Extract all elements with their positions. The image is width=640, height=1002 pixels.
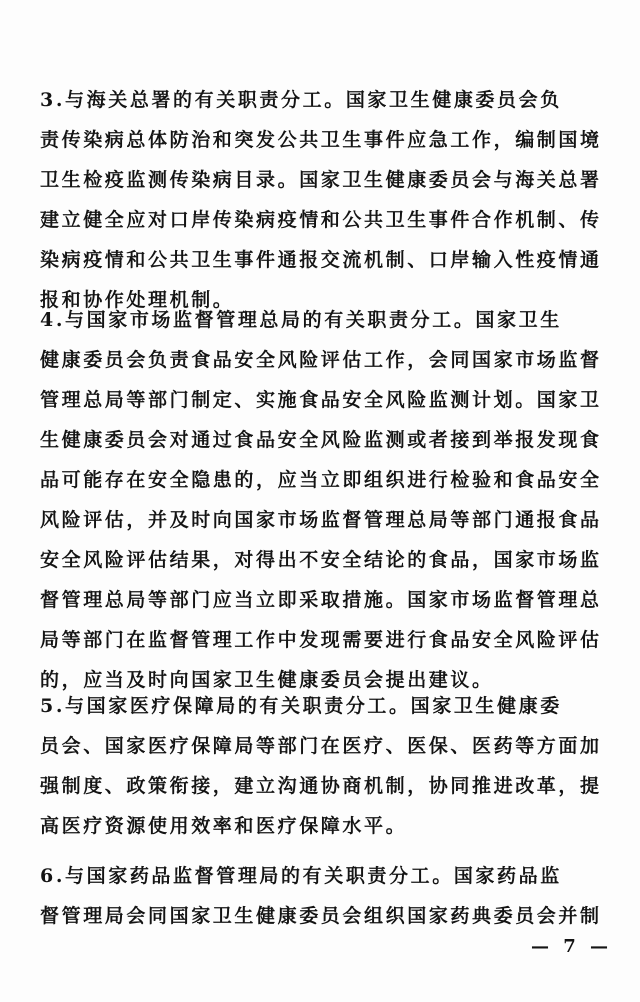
text-line: 卫生检疫监测传染病目录。国家卫生健康委员会与海关总署 <box>40 169 602 191</box>
text-line: 责传染病总体防治和突发公共卫生事件应急工作，编制国境 <box>40 129 602 151</box>
text-line: 督管理总局等部门应当立即采取措施。国家市场监督管理总 <box>40 589 602 611</box>
text-line: 3.与海关总署的有关职责分工。国家卫生健康委员会负 <box>40 89 562 111</box>
text-line: 4.与国家市场监督管理总局的有关职责分工。国家卫生 <box>40 309 562 331</box>
text-line: 局等部门在监督管理工作中发现需要进行食品安全风险评估 <box>40 629 602 651</box>
text-line: 生健康委员会对通过食品安全风险监测或者接到举报发现食 <box>40 429 602 451</box>
text-line: 高医疗资源使用效率和医疗保障水平。 <box>40 815 408 837</box>
text-line: 染病疫情和公共卫生事件通报交流机制、口岸输入性疫情通 <box>40 249 602 271</box>
text-line: 品可能存在安全隐患的，应当立即组织进行检验和食品安全 <box>40 469 602 491</box>
text-line: 的，应当及时向国家卫生健康委员会提出建议。 <box>40 669 494 691</box>
text-line: 安全风险评估结果，对得出不安全结论的食品，国家市场监 <box>40 549 602 571</box>
text-line: 强制度、政策衔接，建立沟通协商机制，协同推进改革，提 <box>40 775 602 797</box>
text-line: 5.与国家医疗保障局的有关职责分工。国家卫生健康委 <box>40 695 562 717</box>
text-line: 建立健全应对口岸传染病疫情和公共卫生事件合作机制、传 <box>40 209 602 231</box>
paragraph-6 <box>40 856 602 936</box>
paragraph-4 <box>40 300 602 700</box>
text-line: 报和协作处理机制。 <box>40 289 235 311</box>
paragraph-3 <box>40 80 602 320</box>
paragraph-5 <box>40 686 602 846</box>
text-line: 管理总局等部门制定、实施食品安全风险监测计划。国家卫 <box>40 389 602 411</box>
text-line: 6.与国家药品监督管理局的有关职责分工。国家药品监 <box>40 865 562 887</box>
text-line: 员会、国家医疗保障局等部门在医疗、医保、医药等方面加 <box>40 735 602 757</box>
text-line: 风险评估，并及时向国家市场监督管理总局等部门通报食品 <box>40 509 602 531</box>
page-number: — 7 — <box>530 936 612 957</box>
text-line: 督管理局会同国家卫生健康委员会组织国家药典委员会并制 <box>40 905 602 927</box>
text-line: 健康委员会负责食品安全风险评估工作，会同国家市场监督 <box>40 349 602 371</box>
